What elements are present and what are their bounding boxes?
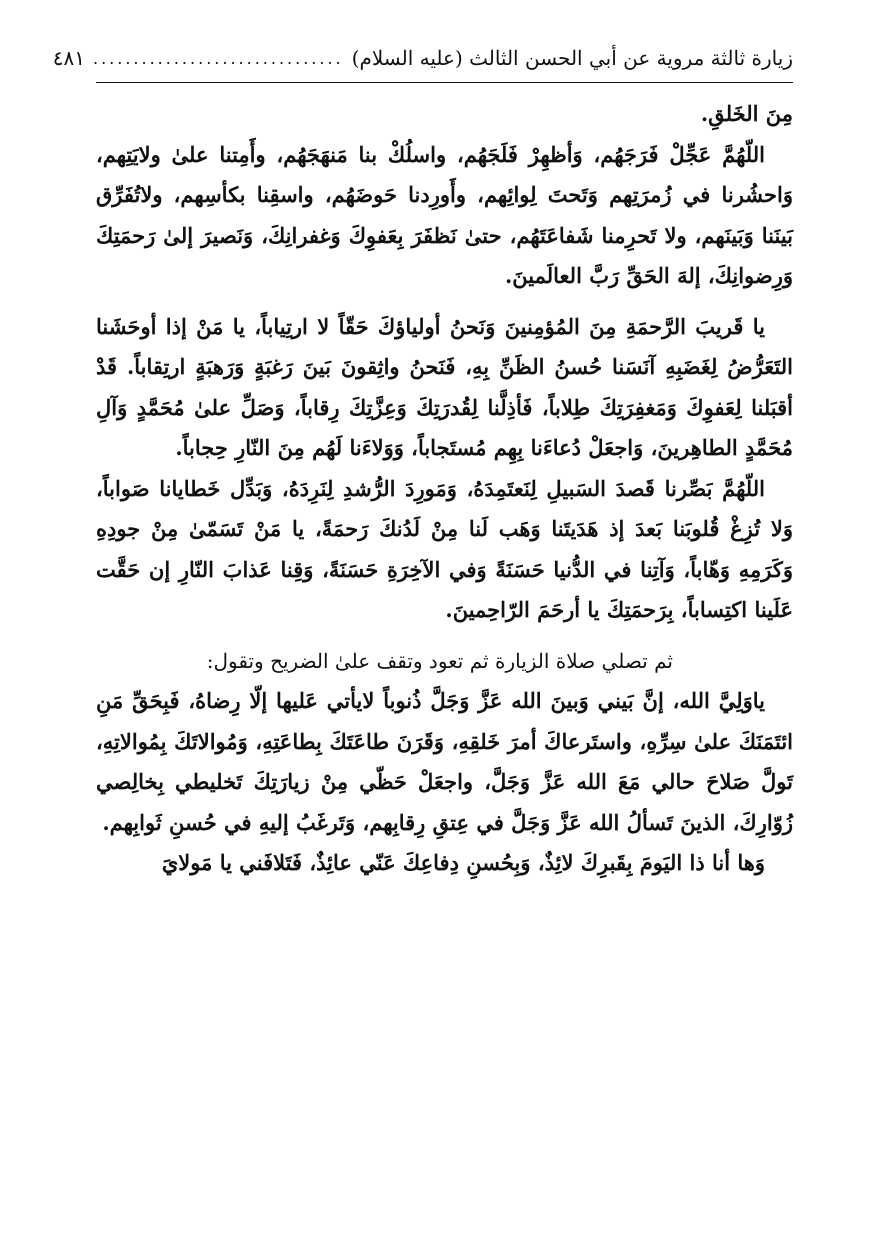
running-header [52,40,793,76]
text-paragraph-supplication-1: اللّهُمَّ عَجِّلْ فَرَجَهُم، وَأظهِرْ فَلَجَهُم، واسلُكْ بنا مَنهَجَهُم، وأَمِتنا علىٰ ولايَتِهم، وَاحشُرنا في زُمرَتِهم وَتَحتَ لِوائِهم، وأَورِدنا حَوضَهُم، واسقِنا بكأسِهم، ولاتُفَرِّق بَينَنا وَبَينَهم، ولا تَحرِمنا شَفاعَتَهُم، حتىٰ نَظفَرَ بِعَفوِكَ وَغفرانِكَ، وَنَصيرَ إلىٰ رَحمَتِكَ وَرِضوانِكَ، إلهَ الحَقِّ رَبَّ العالَمينَ. [96,141,793,288]
page-number: ٤٨١ [52,46,85,70]
header-leader-dots: ............................... [92,48,344,68]
text-paragraph-supplication-5: وَها أنا ذا اليَومَ بِقَبرِكَ لائِذٌ، وَبِحُسنِ دِفاعِكَ عَنّي عائِذٌ، فَتَلافَني يا مَولايَ [161,850,765,875]
text-paragraph-supplication-4: ياوَلِيَّ الله، إنَّ بَيني وَبينَ الله عَزَّ وَجَلَّ ذُنوباً لايأتي عَليها إلّا رِضاهُ، فَبِحَقِّ مَنِ ائتَمَنَكَ علىٰ سِرِّهِ، واستَرعاكَ أمرَ خَلقِهِ، وَقَرَنَ طاعَتَكَ بِطاعَتِهِ، وَمُوالاتَكَ بِمُوالاتِهِ، تَولَّ صَلاحَ حالي مَعَ الله عَزَّ وَجَلَّ، واجعَلْ حَظّي مِنْ زيارَتِكَ تَخليطي بِخالِصي زُوّارِكَ، الذينَ تَسألُ الله عَزَّ وَجَلَّ في عِتقِ رِقابِهم، وَتَرغَبُ إليهِ في حُسنِ ثَوابِهم. [96,688,793,835]
header-title: زيارة ثالثة مروية عن أبي الحسن الثالث (عليه السلام) [351,46,793,70]
header-rule [96,82,793,83]
text-paragraph-continuation: مِنَ الخَلقِ. [700,101,793,126]
text-instruction-line: ثم تصلي صلاة الزيارة ثم تعود وتقف علىٰ الضريح وتقول: [206,648,673,673]
text-paragraph-supplication-3: اللّهُمَّ بَصِّرنا قَصدَ السَبيلِ لِنَعتَمِدَهُ، وَمَورِدَ الرُّشدِ لِنَرِدَهُ، وَبَدِّل خَطايانا صَواباً، وَلا تُزِغْ قُلوبَنا بَعدَ إذ هَدَيتَنا وَهَب لَنا مِنْ لَدُنكَ رَحمَةً، يا مَنْ تَسَمّىٰ مِنْ جودِهِ وَكَرَمِهِ وَهّاباً، وَآتِنا في الدُّنيا حَسَنَةً وَفي الآخِرَةِ حَسَنَةً، وَقِنا عَذابَ النّارِ إن حَقَّت عَلَينا اكتِساباً، بِرَحمَتِكَ يا أرحَمَ الرّاحِمينَ. [96,475,793,622]
page-body [96,94,793,884]
text-paragraph-supplication-2: يا قَريبَ الرَّحمَةِ مِنَ المُؤمِنينَ وَنَحنُ أولياؤكَ حَقّاً لا ارتِياباً، يا مَنْ إذا أوحَشَنا التَعَرُّضُ لِغَضَبِهِ آنَسَنا حُسنُ الظَنِّ بِهِ، فَنَحنُ واثِقونَ بَينَ رَغبَةٍ وَرَهبَةٍ ارتِقاباً. قَدْ أقبَلنا لِعَفوِكَ وَمَغفِرَتِكَ طِلاباً، فَأذِلَّنا لِقُدرَتِكَ وَعِزَّتِكَ رِقاباً، وَصَلِّ علىٰ مُحَمَّدٍ وَآلِ مُحَمَّدٍ الطاهِرينَ، وَاجعَلْ دُعاءَنا بِهِم مُستَجاباً، وَوَلاءَنا لَهُم مِنَ النّارِ حِجاباً. [96,313,793,460]
